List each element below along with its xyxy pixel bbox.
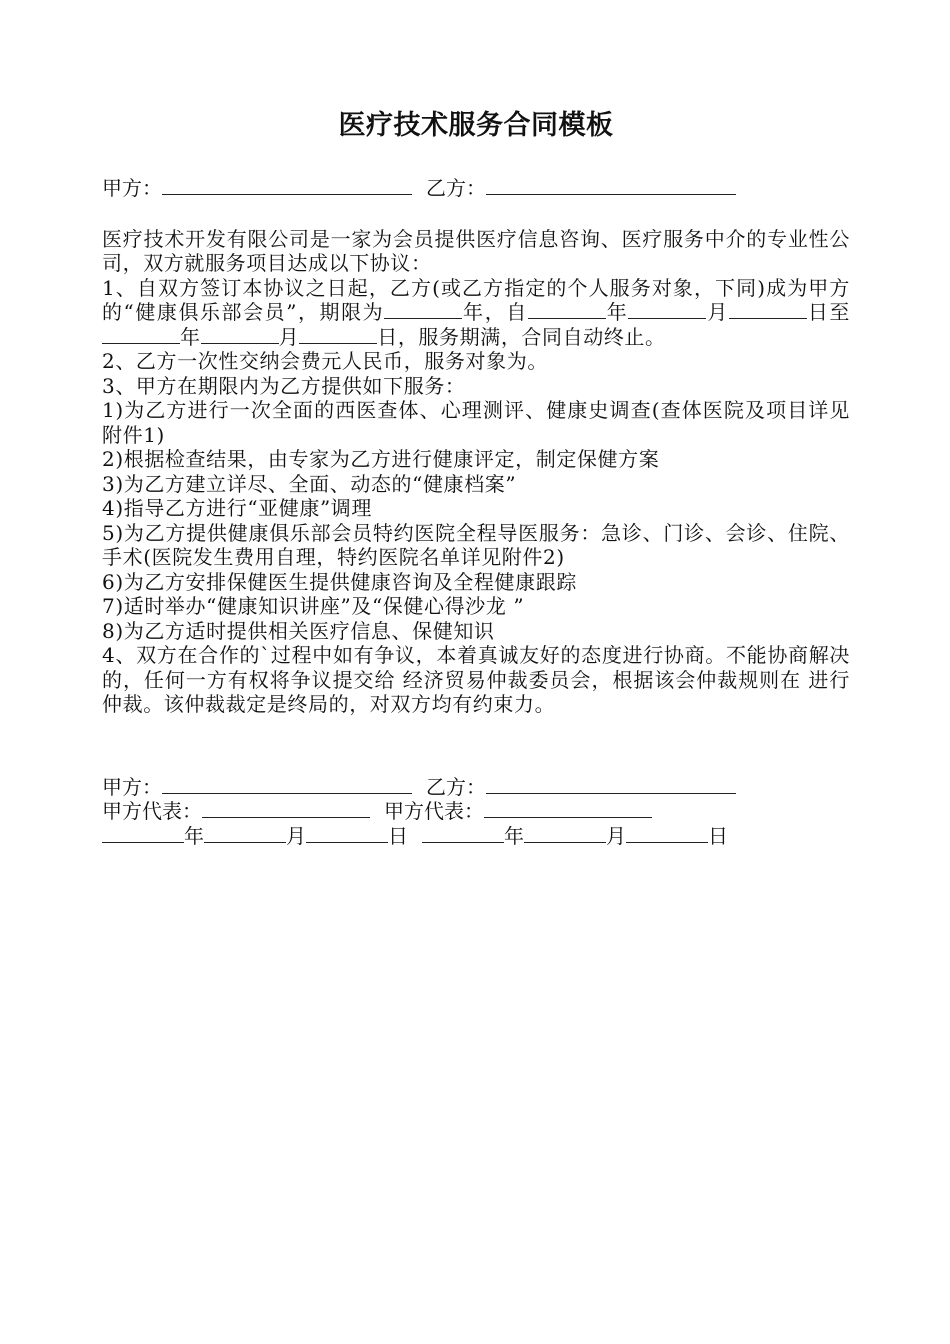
rep-b-blank[interactable] xyxy=(484,799,652,818)
party-a-label: 甲方： xyxy=(102,176,162,200)
intro-paragraph: 医疗技术开发有限公司是一家为会员提供医疗信息咨询、医疗服务中介的专业性公司，双方就服务项目达成以下协议： xyxy=(102,226,850,275)
sign-month-b-blank[interactable] xyxy=(524,824,606,843)
service-item-8: 8)为乙方适时提供相关医疗信息、保健知识 xyxy=(102,618,495,643)
end-month-blank[interactable] xyxy=(201,325,279,344)
rep-b-label: 甲方代表： xyxy=(384,799,484,823)
party-a-blank[interactable] xyxy=(162,176,412,195)
document-title: 医疗技术服务合同模板 xyxy=(338,110,614,141)
party-line-top xyxy=(102,176,850,201)
start-month-blank[interactable] xyxy=(628,300,706,319)
clause-4: 4、双方在合作的`过程中如有争议，本着真诚友好的态度进行协商。不能协商解决的，任何一方有权将争议提交给 经济贸易仲裁委员会，根据该会仲裁规则在 进行仲裁。该仲裁裁定是终局的，对双方均有约束力。 xyxy=(102,643,850,716)
service-item-5: 5)为乙方提供健康俱乐部会员特约医院全程导医服务：急诊、门诊、会诊、住院、手术(医院发生费用自理，特约医院名单详见附件2) xyxy=(102,520,850,569)
party-b-blank[interactable] xyxy=(486,176,736,195)
start-day-blank[interactable] xyxy=(729,300,807,319)
end-year-blank[interactable] xyxy=(102,325,180,344)
service-item-3: 3)为乙方建立详尽、全面、动态的“健康档案” xyxy=(102,471,517,496)
contract-body xyxy=(102,227,850,717)
service-item-6: 6)为乙方安排保健医生提供健康咨询及全程健康跟踪 xyxy=(102,569,577,594)
clause-1: 1、自双方签订本协议之日起，乙方(或乙方指定的个人服务对象，下同)成为甲方的“健康俱乐部会员”，期限为 年，自 年 月 日至年 月 日，服务期满，合同自动终止。 xyxy=(102,275,850,349)
sign-year-a-blank[interactable] xyxy=(102,824,184,843)
sign-party-a-label: 甲方： xyxy=(102,774,162,799)
sign-day-b-blank[interactable] xyxy=(626,824,708,843)
clause-2: 2、乙方一次性交纳会费元人民币，服务对象为。 xyxy=(102,349,548,373)
term-years-blank[interactable] xyxy=(384,300,462,319)
party-b-label: 乙方： xyxy=(426,176,486,200)
rep-a-label: 甲方代表： xyxy=(102,799,202,823)
service-item-7: 7)适时举办“健康知识讲座”及“保健心得沙龙 ” xyxy=(102,594,525,618)
sign-party-b-label: 乙方： xyxy=(426,774,486,799)
service-item-1: 1)为乙方进行一次全面的西医查体、心理测评、健康史调查(查体医院及项目详见附件1) xyxy=(102,398,850,447)
sign-party-a-blank[interactable] xyxy=(162,775,412,794)
service-item-2: 2)根据检查结果，由专家为乙方进行健康评定，制定保健方案 xyxy=(102,447,660,471)
service-item-4: 4)指导乙方进行“亚健康”调理 xyxy=(102,496,372,520)
signature-party-line xyxy=(102,775,850,800)
rep-a-blank[interactable] xyxy=(202,799,370,818)
sign-party-b-blank[interactable] xyxy=(486,775,736,794)
sign-day-a-blank[interactable] xyxy=(306,824,388,843)
signature-date-line: 年 月 日 年 月 日 xyxy=(102,824,850,849)
sign-month-a-blank[interactable] xyxy=(204,824,286,843)
end-day-blank[interactable] xyxy=(299,325,377,344)
sign-year-b-blank[interactable] xyxy=(422,824,504,843)
start-year-blank[interactable] xyxy=(528,300,606,319)
clause-3: 3、甲方在期限内为乙方提供如下服务： xyxy=(102,373,466,398)
signature-block xyxy=(102,775,850,849)
signature-rep-line xyxy=(102,799,850,824)
